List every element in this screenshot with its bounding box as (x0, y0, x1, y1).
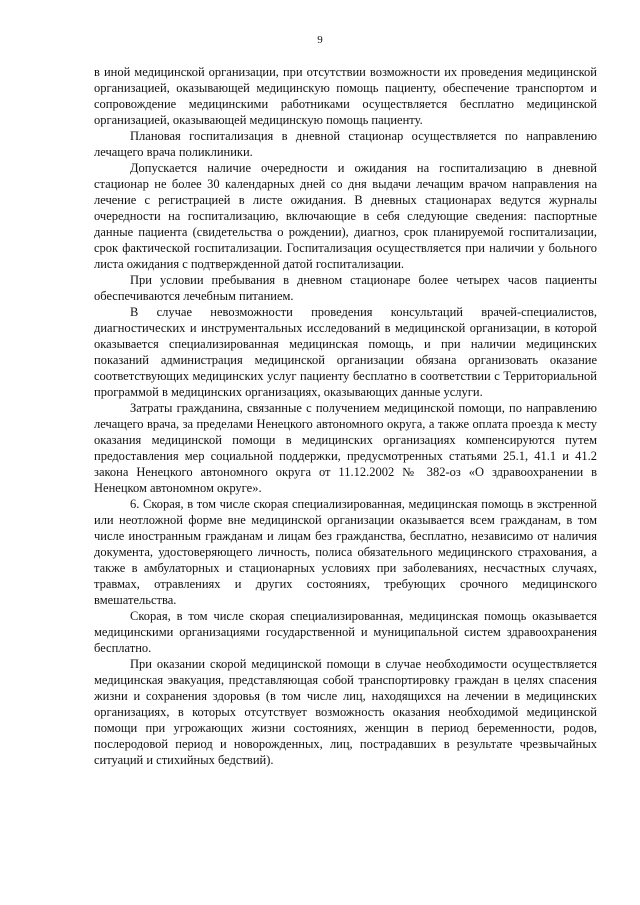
paragraph: При оказании скорой медицинской помощи в случае необходимости осуществляется медицинская эвакуация, представляющая собой транспортировку граждан в целях спасения жизни и сохранения здоровья (в том числе лиц, находящихся на лечении в медицинских организациях, в которых отсутствует возможность оказания необходимой медицинской помощи при угрожающих жизни состояниях, женщин в период беременности, родов, послеродовой период и новорожденных, лиц, пострадавших в результате чрезвычайных ситуаций и стихийных бедствий). (94, 657, 597, 767)
paragraph: Затраты гражданина, связанные с получением медицинской помощи, по направлению лечащего врача, за пределами Ненецкого автономного округа, а также оплата проезда к месту оказания медицинской помощи в медицинских организациях компенсируются путем предоставления мер социальной поддержки, предусмотренных статьями 25.1, 41.1 и 41.2 закона Ненецкого автономного округа от 11.12.2002 № 382-оз «О здравоохранении в Ненецком автономном округе». (94, 401, 597, 495)
paragraph: 6. Скорая, в том числе скорая специализированная, медицинская помощь в экстренной или неотложной форме вне медицинской организации оказывается всем гражданам, в том числе иностранным гражданам и лицам без гражданства, бесплатно, независимо от наличия документа, удостоверяющего личность, полиса обязательного медицинского страхования, а также в амбулаторных и стационарных условиях при заболеваниях, несчастных случаях, травмах, отравлениях и других состояниях, требующих срочного медицинского вмешательства. (94, 497, 597, 607)
paragraph: В случае невозможности проведения консультаций врачей-специалистов, диагностических и инструментальных исследований в медицинской организации, в которой оказывается специализированная медицинская помощь, и при наличии медицинских показаний администрация медицинской организации обязана организовать оказание соответствующих медицинских услуг пациенту бесплатно в соответствии с Территориальной программой в медицинских организациях, оказывающих данные услуги. (94, 305, 597, 399)
paragraph: При условии пребывания в дневном стационаре более четырех часов пациенты обеспечиваются лечебным питанием. (94, 273, 597, 303)
paragraph: в иной медицинской организации, при отсутствии возможности их проведения медицинской организацией, оказывающей медицинскую помощь пациенту, обеспечение транспортом и сопровождение медицинскими работниками осуществляется бесплатно медицинской организацией, оказывающей медицинскую помощь пациенту. (94, 65, 597, 127)
document-body (94, 64, 597, 768)
paragraph: Скорая, в том числе скорая специализированная, медицинская помощь оказывается медицинскими организациями государственной и муниципальной систем здравоохранения бесплатно. (94, 609, 597, 655)
paragraph: Плановая госпитализация в дневной стационар осуществляется по направлению лечащего врача поликлиники. (94, 129, 597, 159)
page-number: 9 (317, 34, 323, 46)
paragraph: Допускается наличие очередности и ожидания на госпитализацию в дневной стационар не более 30 календарных дней со дня выдачи лечащим врачом направления на лечение с регистрацией в листе ожидания. В дневных стационарах ведутся журналы очередности на госпитализацию, включающие в себя следующие сведения: паспортные данные пациента (свидетельства о рождении), диагноз, срок планируемой госпитализации, срок фактической госпитализации. Госпитализация осуществляется при наличии у больного листа ожидания с подтвержденной датой госпитализации. (94, 161, 597, 271)
